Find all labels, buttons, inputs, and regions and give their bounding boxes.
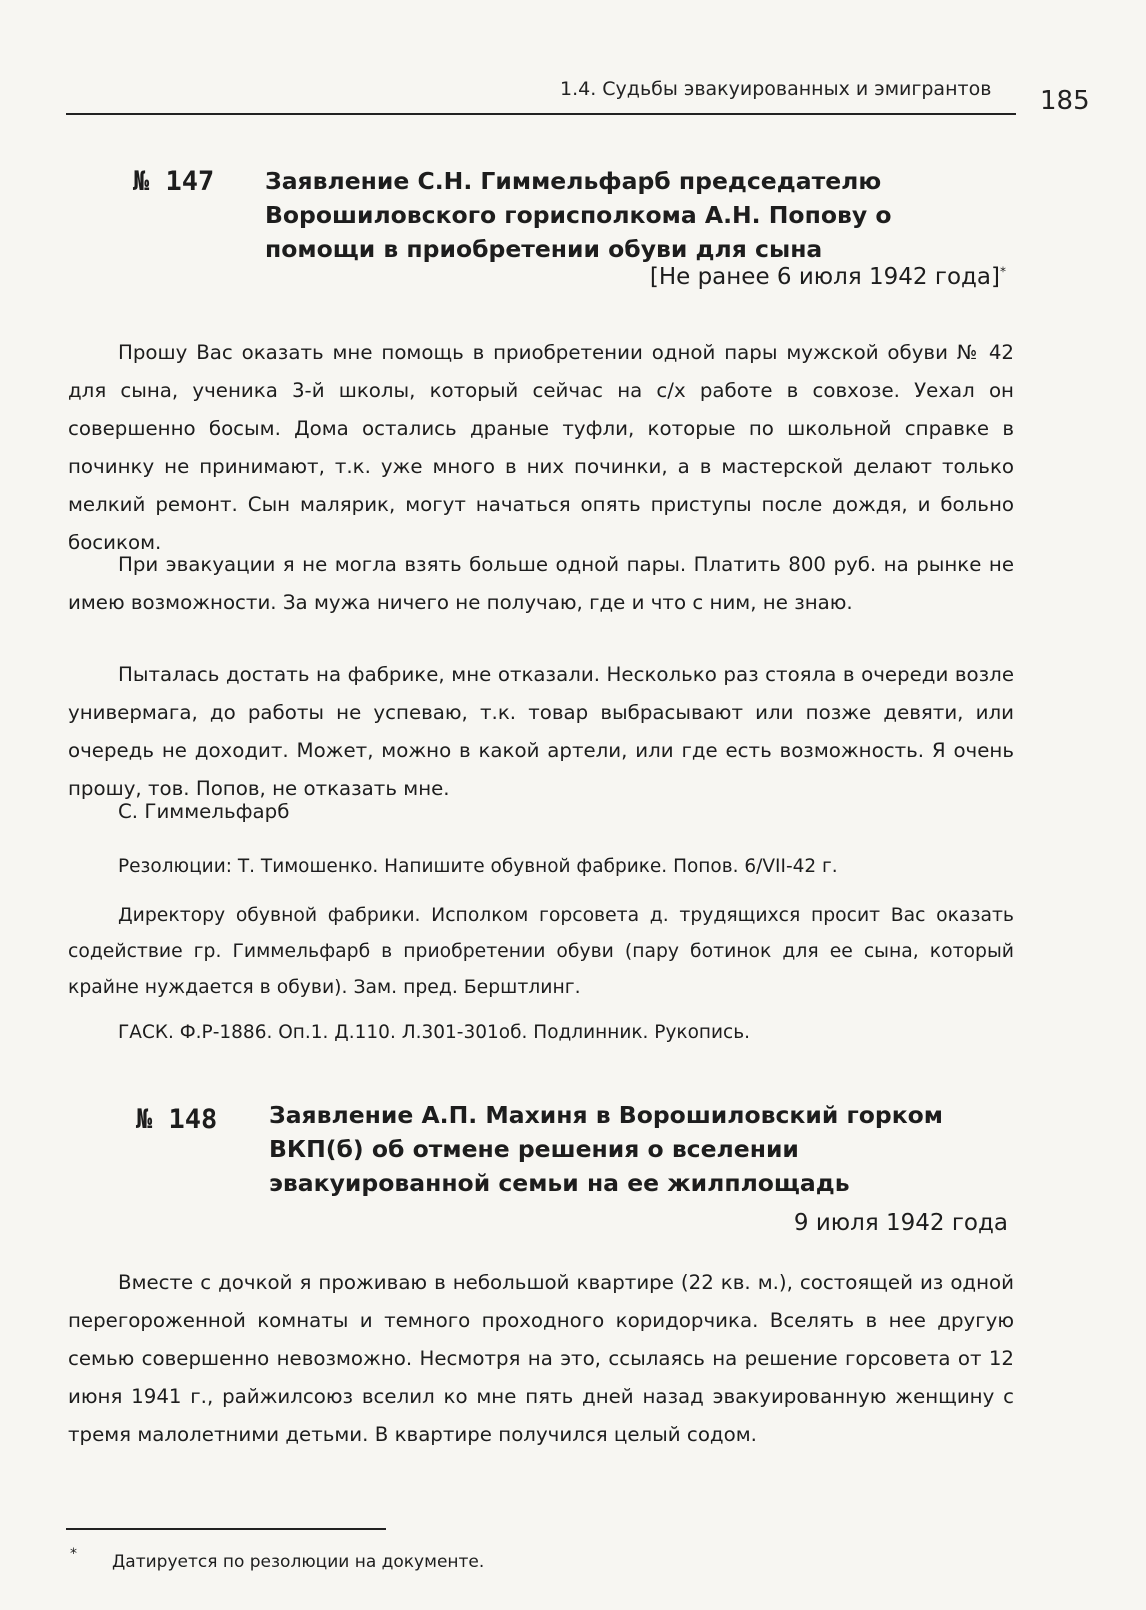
doc148-title: Заявление А.П. Махиня в Ворошиловский горком ВКП(б) об отмене решения о вселении эвакуированной семьи на ее жилплощадь (269, 1101, 944, 1197)
doc147-paragraph-1 (68, 334, 1014, 562)
doc147-archive-ref: ГАСК. Ф.Р-1886. Оп.1. Д.110. Л.301-301об. Подлинник. Рукопись. (118, 1022, 750, 1043)
doc147-date (650, 264, 1006, 290)
doc147-paragraph-2-text: При эвакуации я не могла взять больше одной пары. Платить 800 руб. на рынке не имею возможности. За мужа ничего не получаю, где и что с ним, не знаю. (68, 553, 1014, 614)
doc147-paragraph-2 (68, 546, 1014, 622)
doc147-paragraph-3-text: Пыталась достать на фабрике, мне отказали. Несколько раз стояла в очереди возле универмага, до работы не успеваю, т.к. товар выбрасывают или позже девяти, или очередь не доходит. Может, можно в какой артели, или где есть возможность. Я очень прошу, тов. Попов, не отказать мне. (68, 663, 1014, 800)
doc147-resolution-2-text: Директору обувной фабрики. Исполком горсовета д. трудящихся просит Вас оказать содействие гр. Гиммельфарб в приобретении обуви (пару ботинок для ее сына, который крайне нуждается в обуви). Зам. пред. Берштлинг. (68, 905, 1014, 998)
doc147-signature: С. Гиммельфарб (118, 800, 290, 823)
header-rule (66, 113, 1016, 115)
doc147-paragraph-3 (68, 656, 1014, 808)
doc147-paragraph-1-text: Прошу Вас оказать мне помощь в приобретении одной пары мужской обуви № 42 для сына, ученика 3-й школы, который сейчас на с/х работе в совхозе. Уехал он совершенно босым. Дома остались драные туфли, которые по школьной справке в починку не принимают, т.к. уже много в них починки, а в мастерской делают только мелкий ремонт. Сын малярик, могут начаться опять приступы после дождя, и больно босиком. (68, 341, 1014, 554)
page-number: 185 (1040, 86, 1090, 116)
doc147-date-text: [Не ранее 6 июля 1942 года] (649, 264, 1000, 290)
doc148-date: 9 июля 1942 года (793, 1210, 1008, 1236)
doc148-paragraph (68, 1264, 1014, 1454)
footnote-text: Датируется по резолюции на документе. (112, 1552, 485, 1572)
footnote-mark: * (70, 1546, 77, 1562)
doc148-paragraph-text: Вместе с дочкой я проживаю в небольшой квартире (22 кв. м.), состоящей из одной перегороженной комнаты и темного проходного коридорчика. Вселять в нее другую семью совершенно невозможно. Несмотря на это, ссылаясь на решение горсовета от 12 июня 1941 г., райжилсоюз вселил ко мне пять дней назад эвакуированную женщину с тремя малолетними детьми. В квартире получился целый содом. (68, 1271, 1014, 1446)
running-title: 1.4. Судьбы эвакуированных и эмигрантов (560, 78, 992, 100)
doc147-date-footnote-mark: * (1000, 264, 1006, 279)
footnote-rule (66, 1528, 386, 1530)
doc147-resolution-2 (68, 898, 1014, 1006)
doc147-title: Заявление С.Н. Гиммельфарб председателю Ворошиловского горисполкома А.Н. Попову о помощи в приобретении обуви для сына (265, 167, 892, 263)
doc147-number: № 147 (133, 166, 215, 197)
doc148-number: № 148 (136, 1104, 218, 1135)
doc147-resolution: Резолюции: Т. Тимошенко. Напишите обувной фабрике. Попов. 6/VII-42 г. (118, 856, 838, 877)
